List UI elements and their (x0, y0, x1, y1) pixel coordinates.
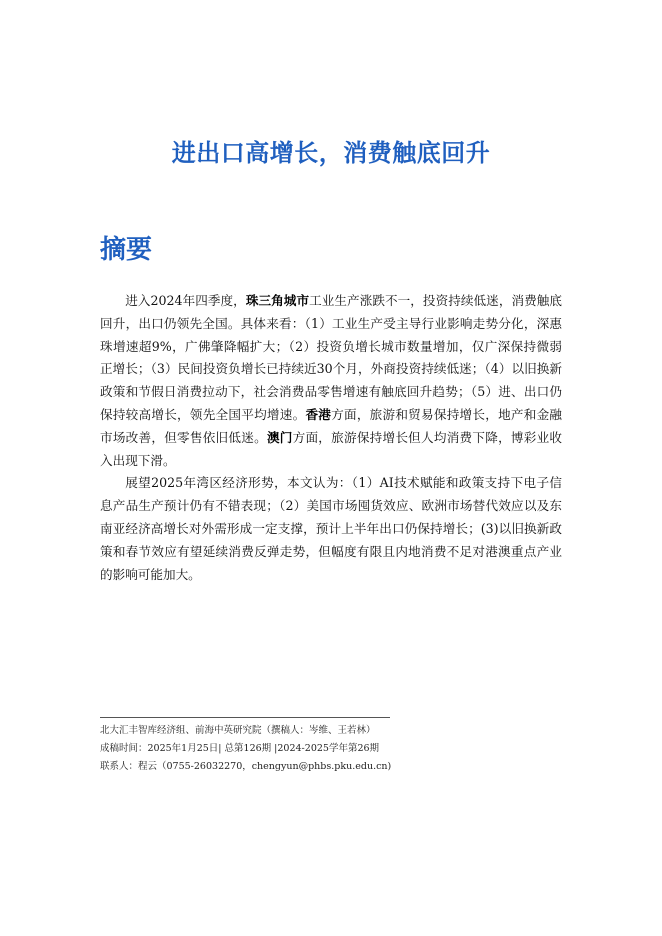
footnote-contact: 联系人：程云（0755-26032270，chengyun@phbs.pku.edu.cn) (100, 761, 392, 772)
paragraph-2-text-1: 展望2025年湾区经济形势，本文认为：（1）AI技术赋能和政策支持下电子信息产品生产预计仍有不错表现；（2）美国市场囤货效应、欧洲市场替代效应以及东南亚经济高增长对外需形成一定支撑，预计上半年出口仍保持增长；(3)以旧换新政策和春节效应有望延续消费反弹走势，但幅度有限且内地消费不足对港澳重点产业的影响可能加大。 (100, 475, 562, 582)
highlight-hong-kong: 香港 (305, 406, 332, 422)
paragraph-1-text-3: 方面，旅游和贸易保持增长，地产和金融市场改善，但零售依旧低迷。 (100, 406, 563, 445)
paragraph-1-text-1: 进入2024年四季度， (125, 293, 246, 308)
abstract-paragraph-1 (100, 290, 562, 472)
footnote-divider (100, 717, 390, 718)
highlight-macau: 澳门 (266, 429, 293, 445)
abstract-paragraph-2 (100, 472, 562, 586)
abstract-body (100, 290, 562, 586)
paragraph-1-text-4: 方面，旅游保持增长但人均消费下降，博彩业收入出现下滑。 (100, 429, 563, 468)
document-title: 进出口高增长，消费触底回升 (171, 139, 491, 167)
footnotes (100, 722, 570, 776)
abstract-heading: 摘要 (100, 235, 153, 265)
footnote-date-issue: 成稿时间：2025年1月25日| 总第126期 |2024-2025学年第26期 (100, 743, 380, 754)
footnote-authors: 北大汇丰智库经济组、前海中英研究院（撰稿人：岑维、王若林） (100, 725, 376, 736)
highlight-prd-cities: 珠三角城市 (245, 293, 310, 308)
paragraph-1-text-2: 工业生产涨跌不一，投资持续低迷，消费触底回升，出口仍领先全国。具体来看：（1）工业生产受主导行业影响走势分化，深惠珠增速超9%，广佛肇降幅扩大；（2）投资负增长城市数量增加，仅广深保持微弱正增长；（3）民间投资负增长已持续近30个月，外商投资持续低迷；（4）以旧换新政策和节假日消费拉动下，社会消费品零售增速有触底回升趋势；（5）进、出口仍保持较高增长，领先全国平均增速。 (100, 293, 563, 422)
